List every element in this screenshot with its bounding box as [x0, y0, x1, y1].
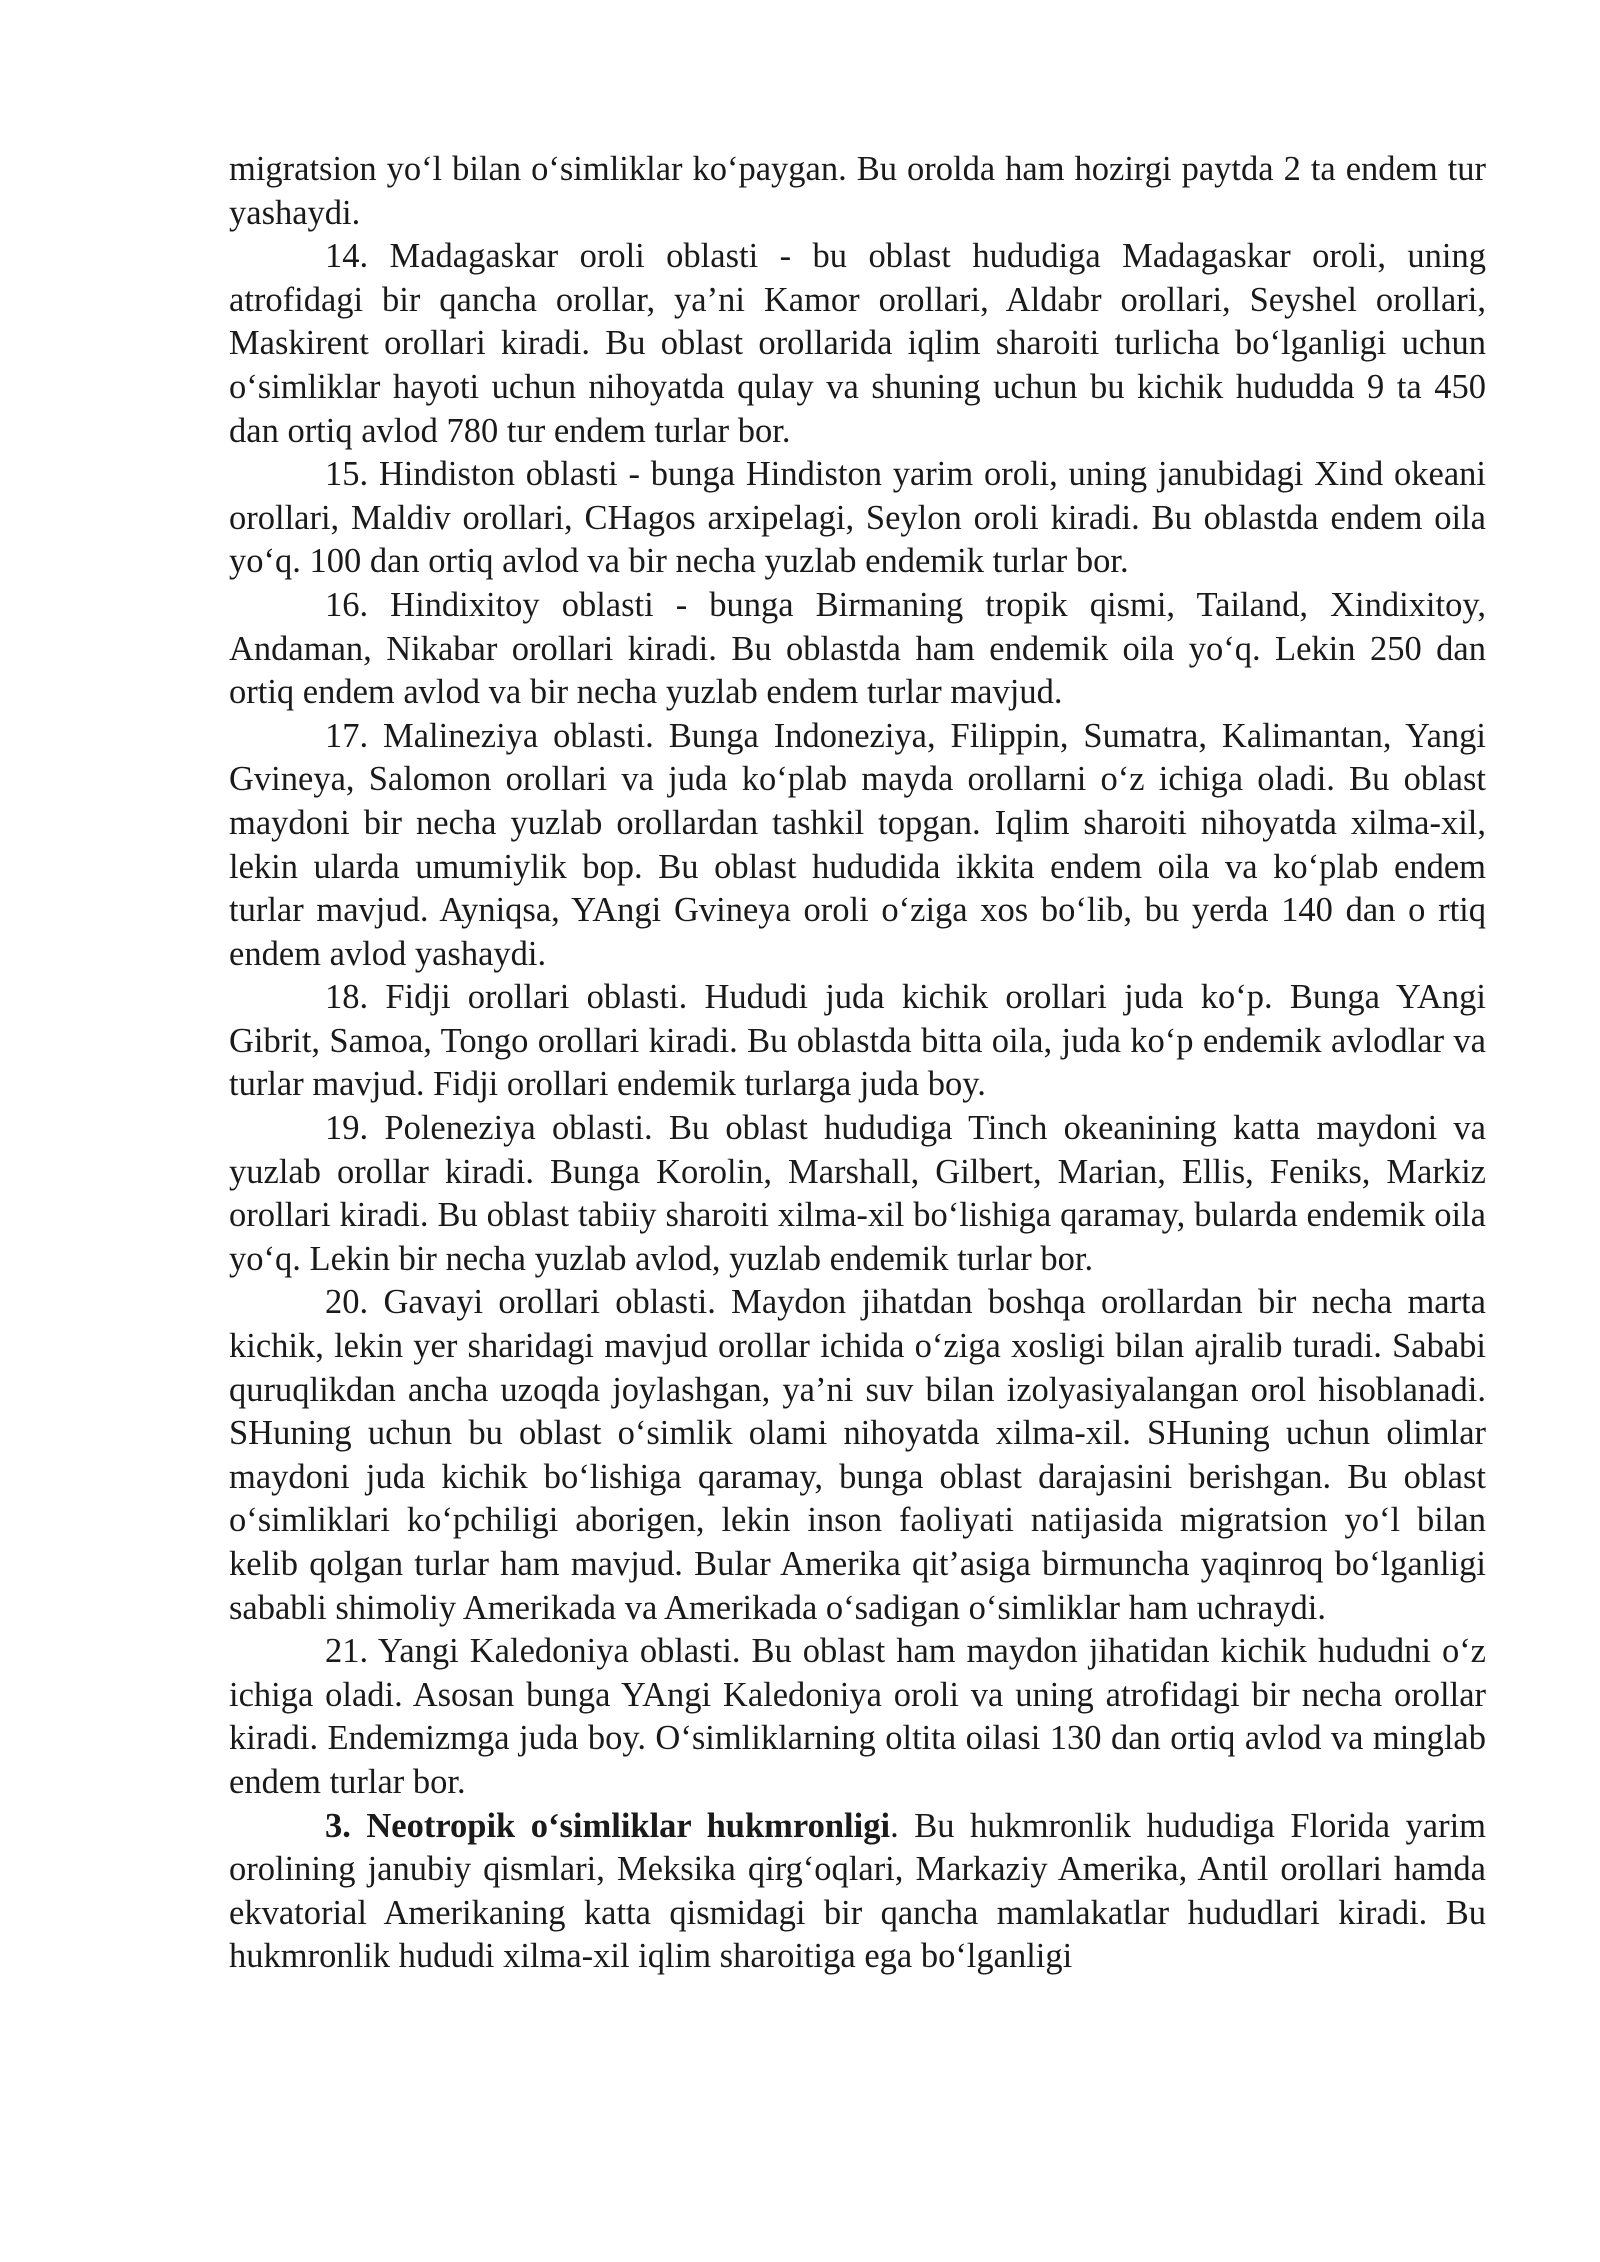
paragraph-malineziya-oblasti: 17. Malineziya oblasti. Bunga Indoneziya, Filippin, Sumatra, Kalimantan, Yangi Gvineya, Salomon orollari va juda ko‘plab mayda orollarni o‘z ichiga oladi. Bu oblast maydoni bir necha yuzlab orollardan tashkil topgan. Iqlim sharoiti nihoyatda xilma-xil, lekin ularda umumiylik bop. Bu oblast hududida ikkita endem oila va ko‘plab endem turlar mavjud. Ayniqsa, YAngi Gvineya oroli o‘ziga xos bo‘lib, bu yerda 140 dan o rtiq endem avlod yashaydi. — [229, 716, 1486, 973]
paragraph-hindiston-oblasti: 15. Hindiston oblasti - bunga Hindiston yarim oroli, uning janubidagi Xind okeani orollari, Maldiv orollari, CHagos arxipelagi, Seylon oroli kiradi. Bu oblastda endem oila yo‘q. 100 dan ortiq avlod va bir necha yuzlab endemik turlar bor. — [229, 455, 1486, 581]
paragraph-neotropik-text: . Bu hukmronlik hududiga Florida yarim orolining janubiy qismlari, Meksika qirg‘oqlari, Markaziy Amerika, Antil orollari hamda ekvatorial Amerikaning katta qismidagi bir qancha mamlakatlar hududlari kiradi. Bu hukmronlik hududi xilma-xil iqlim sharoitiga ega bo‘lganligi — [229, 1806, 1486, 1976]
paragraph-fidji-orollari-oblasti: 18. Fidji orollari oblasti. Hududi juda kichik orollari juda ko‘p. Bunga YAngi Gibrit, Samoa, Tongo orollari kiradi. Bu oblastda bitta oila, juda ko‘p endemik avlodlar va turlar mavjud. Fidji orollari endemik turlarga juda boy. — [229, 978, 1486, 1104]
paragraph-yangi-kaledoniya-oblasti: 21. Yangi Kaledoniya oblasti. Bu oblast ham maydon jihatidan kichik hududni o‘z ichiga oladi. Asosan bunga YAngi Kaledoniya oroli va uning atrofidagi bir necha orollar kiradi. Endemizmga juda boy. O‘simliklarning oltita oilasi 130 dan ortiq avlod va minglab endem turlar bor. — [229, 1632, 1486, 1801]
paragraph-hindixitoy-oblasti: 16. Hindixitoy oblasti - bunga Birmaning tropik qismi, Tailand, Xindixitoy, Andaman, Nikabar orollari kiradi. Bu oblastda ham endemik oila yo‘q. Lekin 250 dan ortiq endem avlod va bir necha yuzlab endem turlar mavjud. — [229, 585, 1486, 712]
paragraph-madagaskar-oblasti: 14. Madagaskar oroli oblasti - bu oblast hududiga Madagaskar oroli, uning atrofidagi bir qancha orollar, ya’ni Kamor orollari, Aldabr orollari, Seyshel orollari, Maskirent orollari kiradi. Bu oblast orollarida iqlim sharoiti turlicha bo‘lganligi uchun o‘simliklar hayoti uchun nihoyatda qulay va shuning uchun bu kichik hududda 9 ta 450 dan ortiq avlod 780 tur endem turlar bor. — [229, 237, 1486, 450]
section-heading-neotropik: 3. Neotropik o‘simliklar hukmronligi — [325, 1806, 891, 1845]
paragraph-poleneziya-oblasti: 19. Poleneziya oblasti. Bu oblast hududiga Tinch okeanining katta maydoni va yuzlab orollar kiradi. Bunga Korolin, Marshall, Gilbert, Marian, Ellis, Feniks, Markiz orollari kiradi. Bu oblast tabiiy sharoiti xilma-xil bo‘lishiga qaramay, bularda endemik oila yo‘q. Lekin bir necha yuzlab avlod, yuzlab endemik turlar bor. — [229, 1109, 1486, 1278]
paragraph-gavayi-orollari-oblasti: 20. Gavayi orollari oblasti. Maydon jihatdan boshqa orollardan bir necha marta kichik, lekin yer sharidagi mavjud orollar ichida o‘ziga xosligi bilan ajralib turadi. Sababi quruqlikdan ancha uzoqda joylashgan, ya’ni suv bilan izolyasiyalangan orol hisoblanadi. SHuning uchun bu oblast o‘simlik olami nihoyatda xilma-xil. SHuning uchun olimlar maydoni juda kichik bo‘lishiga qaramay, bunga oblast darajasini berishgan. Bu oblast o‘simliklari ko‘pchiligi aborigen, lekin inson faoliyati natijasida migratsion yo‘l bilan kelib qolgan turlar ham mavjud. Bular Amerika qit’asiga birmuncha yaqinroq bo‘lganligi sababli shimoliy Amerikada va Amerikada o‘sadigan o‘simliklar ham uchraydi. — [229, 1283, 1486, 1627]
document-page — [229, 148, 1486, 1979]
paragraph-neotropik-hukmronligi — [229, 1805, 1486, 1979]
paragraph-continuation: migratsion yo‘l bilan o‘simliklar ko‘paygan. Bu orolda ham hozirgi paytda 2 ta endem tur yashaydi. — [229, 150, 1486, 232]
